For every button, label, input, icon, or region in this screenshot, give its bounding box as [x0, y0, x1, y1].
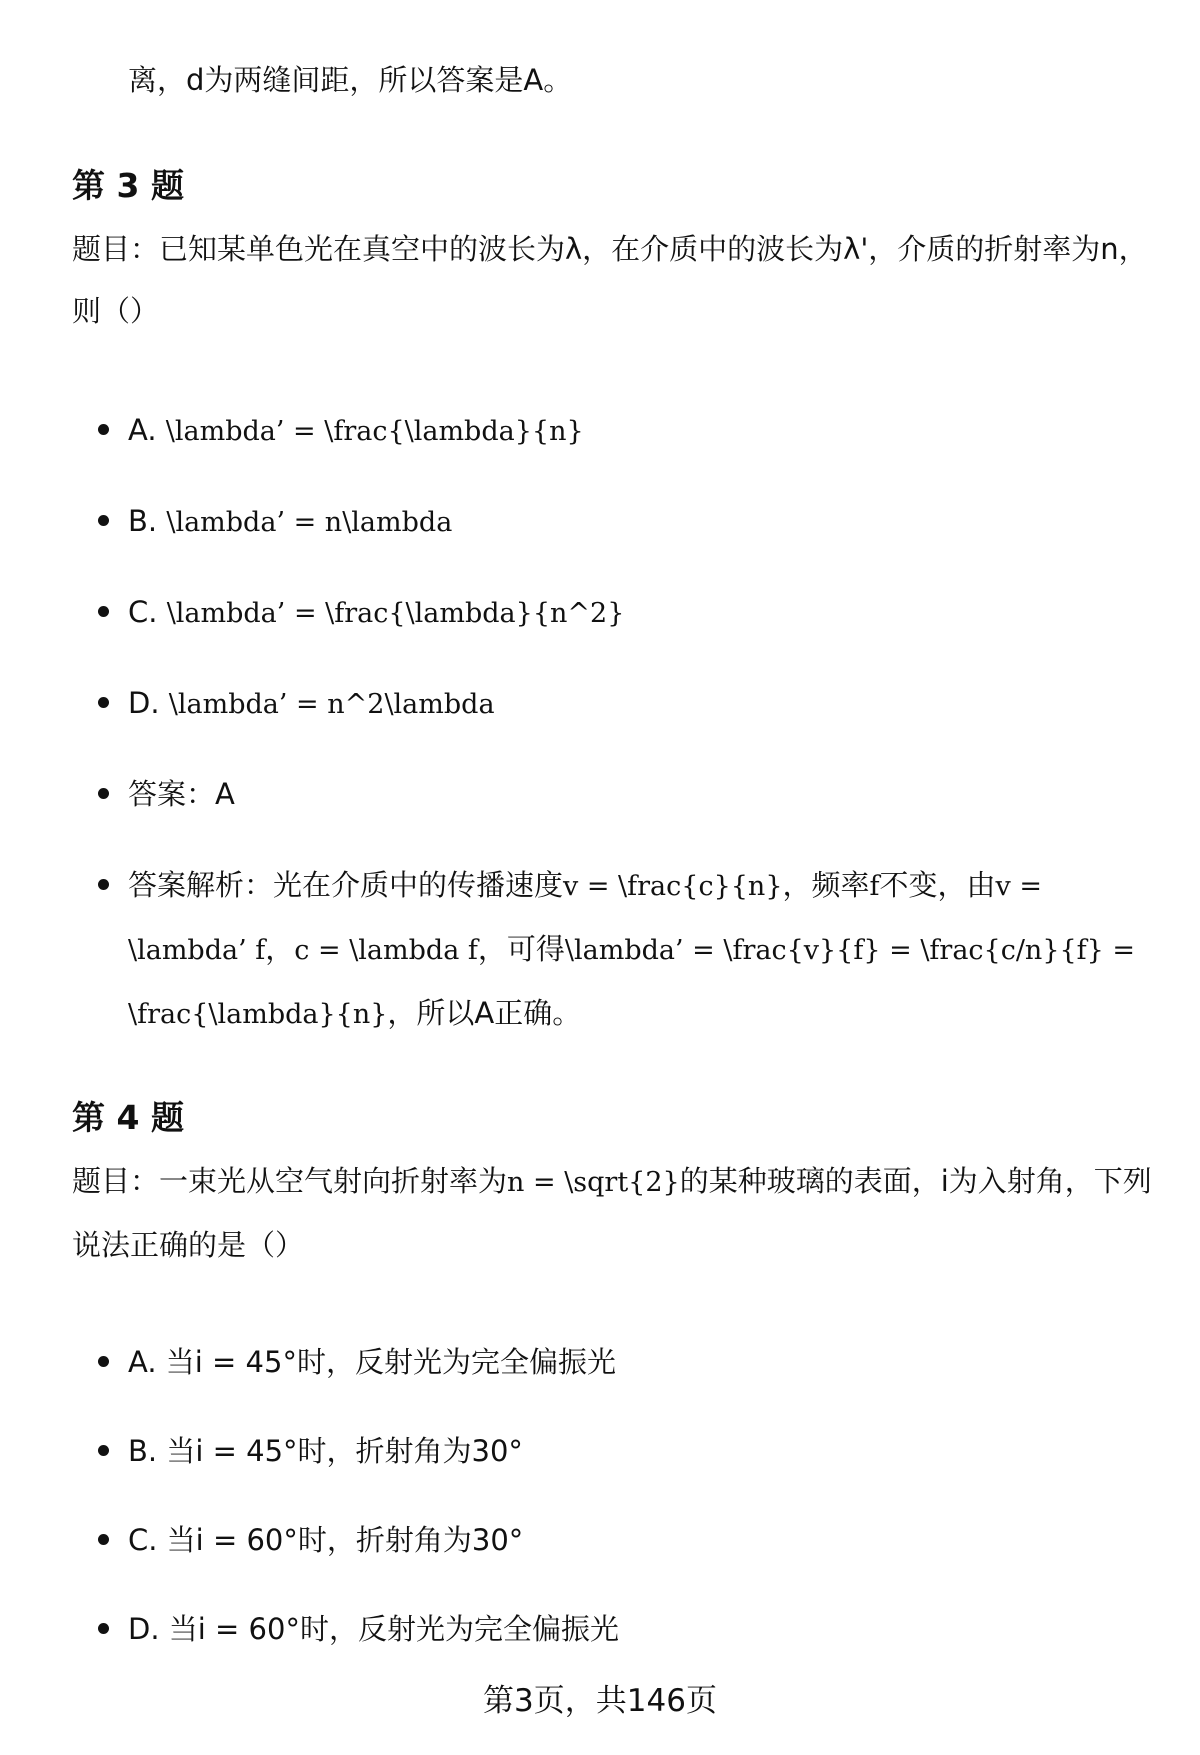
question-4-option-c: C. 当i = 60°时，折射角为30°	[128, 1509, 1158, 1571]
analysis-formula: f	[869, 871, 880, 902]
option-formula: \lambda’ = n^2\lambda	[168, 689, 495, 720]
question-3-answer: 答案：A	[128, 763, 1158, 825]
option-formula: \lambda’ = \frac{\lambda}{n^2}	[166, 598, 625, 629]
question-4-option-d: D. 当i = 60°时，反射光为完全偏振光	[128, 1598, 1158, 1660]
analysis-formula: \lambda’ = \frac{v}{f} = \frac{c/n}{f} = \frac{\lambda}{n}	[128, 935, 1136, 1030]
option-label: B.	[128, 504, 158, 538]
analysis-text: ，	[265, 932, 295, 966]
continuation-text: 离，d为两缝间距，所以答案是A。	[128, 63, 573, 97]
question-3-option-c	[128, 581, 1158, 645]
option-label: D.	[128, 686, 160, 720]
analysis-formula: v = \lambda’ f	[128, 871, 1042, 966]
question-3-option-d	[128, 672, 1158, 736]
option-formula: \lambda’ = \frac{\lambda}{n}	[165, 416, 584, 447]
page-footer: 第3页，共146页	[483, 1683, 717, 1719]
option-label: A.	[128, 413, 157, 447]
analysis-text: ，频率	[782, 868, 870, 902]
question-3-stem: 题目：已知某单色光在真空中的波长为λ，在介质中的波长为λ'，介质的折射率为n，则（）	[72, 232, 1148, 328]
option-label: C.	[128, 595, 158, 629]
question-3-heading: 第 3 题	[72, 166, 184, 205]
analysis-text: ，可得	[477, 932, 565, 966]
analysis-text: 答案解析：光在介质中的传播速度	[128, 868, 564, 902]
question-4-heading: 第 4 题	[72, 1098, 184, 1137]
question-4-stem	[72, 1150, 1152, 1276]
stem-formula: n = \sqrt{2}	[507, 1167, 680, 1198]
analysis-text: ，所以A正确。	[387, 996, 582, 1030]
question-3-option-a	[128, 399, 1158, 463]
question-3-analysis	[128, 854, 1158, 1046]
question-3-option-b	[128, 490, 1158, 554]
analysis-text: 不变，由	[879, 868, 996, 902]
analysis-formula: v = \frac{c}{n}	[563, 871, 783, 902]
option-formula: \lambda’ = n\lambda	[166, 507, 453, 538]
question-4-option-b: B. 当i = 45°时，折射角为30°	[128, 1420, 1158, 1482]
stem-text: 的某种玻璃的表面，i为入射角，下列说法正确的是（）	[72, 1164, 1152, 1262]
stem-text: 题目：一束光从空气射向折射率为	[72, 1164, 508, 1198]
analysis-formula: c = \lambda f	[294, 935, 478, 966]
question-4-option-a: A. 当i = 45°时，反射光为完全偏振光	[128, 1331, 1158, 1393]
